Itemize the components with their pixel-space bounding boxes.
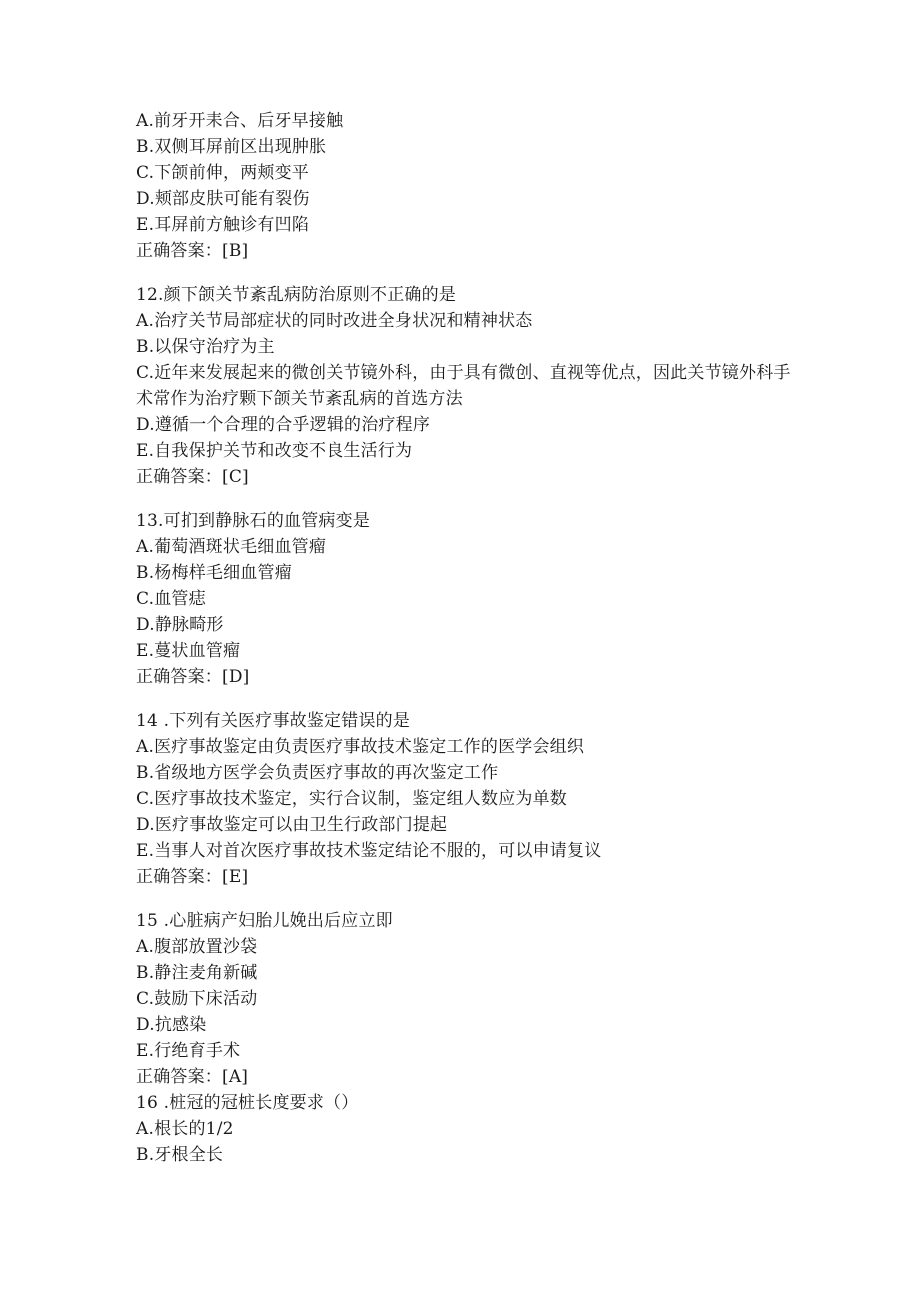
answer-line: 正确答案：[E] [136,867,249,887]
answer-line: 正确答案：[C] [136,467,249,487]
option-b: B.牙根全长 [136,1145,224,1165]
option-e: E.蔓状血管瘤 [136,641,241,661]
option-a: A.根长的1/2 [136,1119,234,1139]
answer-line: 正确答案：[D] [136,667,250,687]
option-e: E.耳屏前方触诊有凹陷 [136,215,310,235]
question-text: 13.可扪到静脉石的血管病变是 [136,511,371,531]
option-c: C.血管痣 [136,589,206,609]
option-d: D.静脉畸形 [136,615,224,635]
option-b: B.静注麦角新碱 [136,963,258,983]
option-a: A.医疗事故鉴定由负责医疗事故技术鉴定工作的医学会组织 [136,737,585,757]
option-a: A.葡萄酒斑状毛细血管瘤 [136,537,327,557]
question-block [136,908,796,1090]
option-d: D.遵循一个合理的合乎逻辑的治疗程序 [136,415,431,435]
question-text: 15 .心脏病产妇胎儿娩出后应立即 [136,911,393,931]
option-d: D.颊部皮肤可能有裂伤 [136,189,310,209]
option-c: C.下颌前伸，两颊变平 [136,163,310,183]
question-text: 14 .下列有关医疗事故鉴定错误的是 [136,711,411,731]
question-text: 12.颜下颌关节紊乱病防治原则不正确的是 [136,285,457,305]
question-block [136,708,796,890]
question-text: 16 .桩冠的冠桩长度要求（） [136,1093,359,1113]
option-e: E.自我保护关节和改变不良生活行为 [136,441,413,461]
question-block [136,282,796,490]
option-e: E.当事人对首次医疗事故技术鉴定结论不服的，可以申请复议 [136,841,602,861]
option-a: A.治疗关节局部症状的同时改进全身状况和精神状态 [136,311,533,331]
option-d: D.医疗事故鉴定可以由卫生行政部门提起 [136,815,448,835]
option-c: C.医疗事故技术鉴定，实行合议制，鉴定组人数应为单数 [136,789,568,809]
question-block [136,1090,796,1168]
option-c: C.近年来发展起来的微创关节镜外科，由于具有微创、直视等优点，因此关节镜外科手术常作为治疗颗下颌关节紊乱病的首选方法 [136,363,791,409]
option-b: B.省级地方医学会负责医疗事故的再次鉴定工作 [136,763,499,783]
option-b: B.杨梅样毛细血管瘤 [136,563,292,583]
option-c: C.鼓励下床活动 [136,989,258,1009]
option-d: D.抗感染 [136,1015,207,1035]
answer-line: 正确答案：[A] [136,1067,249,1087]
option-a: A.腹部放置沙袋 [136,937,258,957]
document-page [136,108,796,1168]
question-block [136,508,796,690]
option-b: B.双侧耳屏前区出现肿胀 [136,137,327,157]
question-block [136,108,796,264]
option-e: E.行绝育手术 [136,1041,241,1061]
option-a: A.前牙开耒合、后牙早接触 [136,111,344,131]
answer-line: 正确答案：[B] [136,241,249,261]
option-b: B.以保守治疗为主 [136,337,275,357]
